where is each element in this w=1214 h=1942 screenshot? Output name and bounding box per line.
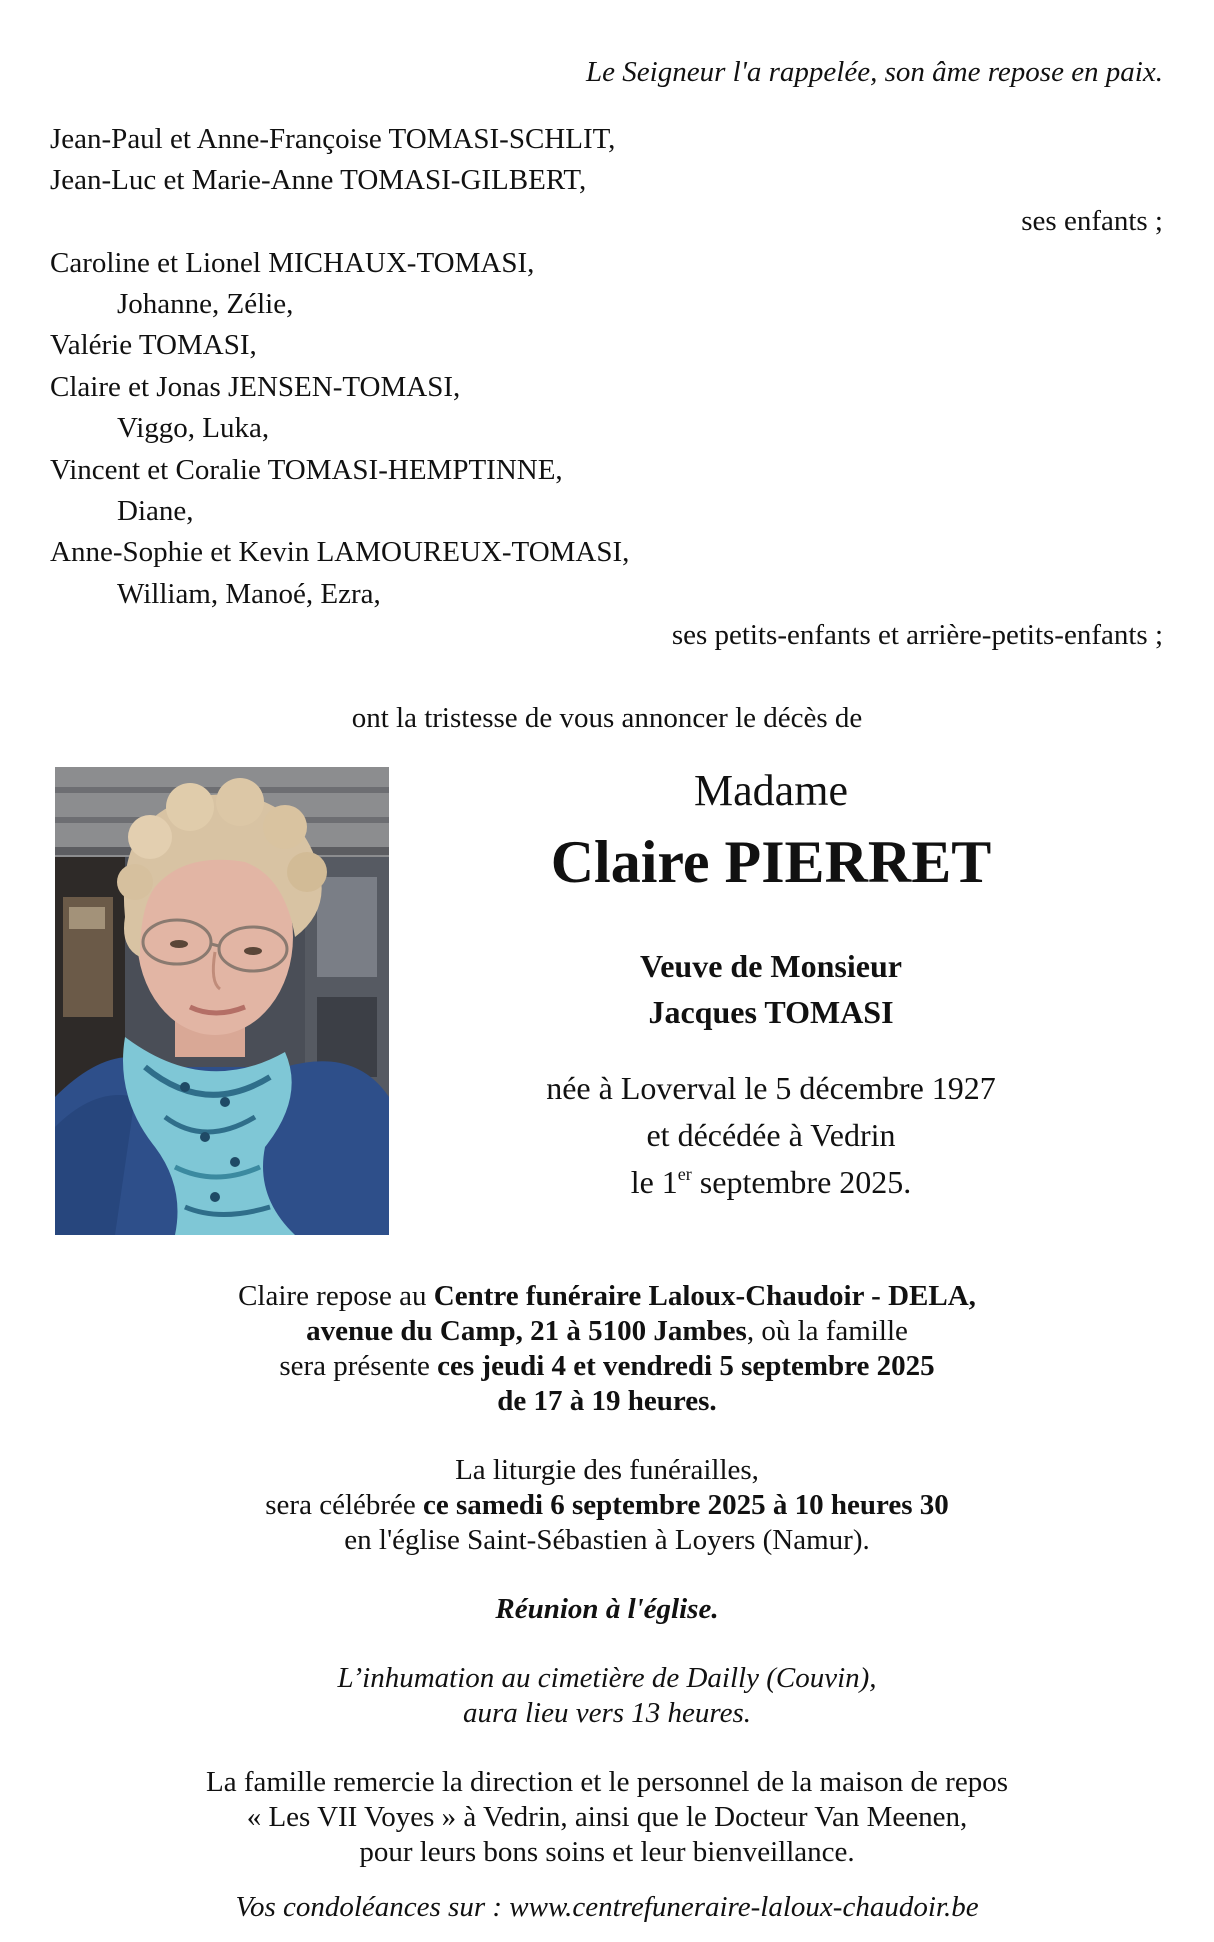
grandchildren-label: ses petits-enfants et arrière-petits-enfants ; (671, 619, 1163, 651)
widow-line-2: Jacques TOMASI (648, 994, 894, 1030)
grandchild-2: Valérie TOMASI, (50, 329, 257, 361)
thanks-line-1: La famille remercie la direction et le personnel de la maison de repos (206, 1766, 1008, 1798)
birth-line: née à Loverval le 5 décembre 1927 (546, 1070, 996, 1106)
visitation-line-1: Claire repose au Centre funéraire Laloux-Chaudoir - DELA, (238, 1280, 976, 1312)
burial-line-1: L’inhumation au cimetière de Dailly (Couvin), (337, 1662, 877, 1694)
child-couple-2: Jean-Luc et Marie-Anne TOMASI-GILBERT, (50, 164, 587, 196)
epigraph: Le Seigneur l'a rappelée, son âme repose en paix. (586, 56, 1163, 88)
funeral-line-1: La liturgie des funérailles, (455, 1454, 759, 1486)
funeral-line-3: en l'église Saint-Sébastien à Loyers (Namur). (344, 1524, 870, 1556)
grandchild-couple-4: Vincent et Coralie TOMASI-HEMPTINNE, (50, 454, 563, 486)
meeting-note: Réunion à l'église. (495, 1593, 719, 1625)
deceased-name: Claire PIERRET (550, 829, 992, 895)
visitation-line-2: avenue du Camp, 21 à 5100 Jambes, où la famille (306, 1315, 908, 1347)
thanks-line-3: pour leurs bons soins et leur bienveillance. (359, 1836, 855, 1868)
child-couple-1: Jean-Paul et Anne-Françoise TOMASI-SCHLIT, (50, 123, 616, 155)
grandchild-couple-5: Anne-Sophie et Kevin LAMOUREUX-TOMASI, (50, 536, 630, 568)
grandchild-couple-3: Claire et Jonas JENSEN-TOMASI, (50, 371, 461, 403)
visitation-line-4: de 17 à 19 heures. (497, 1385, 717, 1417)
great-grandchildren-5: William, Manoé, Ezra, (117, 578, 381, 610)
death-line-2: le 1er septembre 2025. (630, 1164, 912, 1200)
children-label: ses enfants ; (1021, 205, 1163, 237)
widow-line-1: Veuve de Monsieur (640, 948, 902, 984)
burial-line-2: aura lieu vers 13 heures. (462, 1697, 752, 1729)
condolences-link[interactable]: Vos condoléances sur : www.centrefuneraire-laloux-chaudoir.be (235, 1891, 979, 1923)
grandchild-couple-1: Caroline et Lionel MICHAUX-TOMASI, (50, 247, 535, 279)
death-line-1: et décédée à Vedrin (646, 1117, 896, 1153)
portrait-photo (55, 767, 389, 1235)
visitation-line-3: sera présente ces jeudi 4 et vendredi 5 septembre 2025 (279, 1350, 935, 1382)
thanks-line-2: « Les VII Voyes » à Vedrin, ainsi que le Docteur Van Meenen, (246, 1801, 968, 1833)
great-grandchildren-1: Johanne, Zélie, (117, 288, 294, 320)
great-grandchildren-3: Viggo, Luka, (117, 412, 270, 444)
great-grandchildren-4: Diane, (117, 495, 194, 527)
deceased-title: Madame (694, 766, 848, 815)
funeral-line-2: sera célébrée ce samedi 6 septembre 2025 à 10 heures 30 (265, 1489, 949, 1521)
announcement: ont la tristesse de vous annoncer le décès de (351, 702, 863, 734)
